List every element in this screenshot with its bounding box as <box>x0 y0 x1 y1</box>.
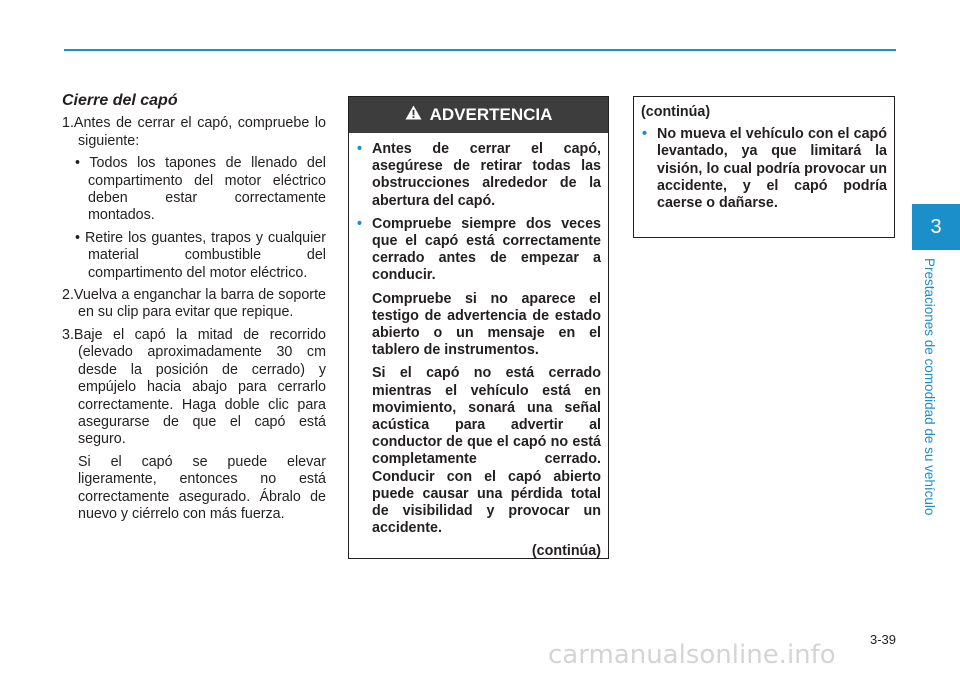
step-3: 3.Baje el capó la mitad de recorrido (elevado aproximadamente 30 cm desde la posición de cerrado) y empújelo hacia abajo para cerrarlo correctamente. Haga doble clic para asegurarse de que el capó está seguro. <box>62 326 326 448</box>
warning-paragraph: Si el capó no está cerrado mientras el vehículo está en movimiento, sonará una señal acústica para advertir al conductor de que el capó no está completamente cerrado. Conducir con el capó abierto puede causar una pérdida total de visibilidad y provocar un accidente. <box>372 365 601 537</box>
bullet-icon: • <box>357 141 363 157</box>
bullet-icon: • <box>357 215 363 232</box>
continuation-item <box>641 126 887 212</box>
chapter-tab: 3 <box>912 204 960 250</box>
step-3-continuation: Si el capó se puede elevar ligeramente, entonces no está correctamente asegurado. Ábralo de nuevo y ciérrelo con más fuerza. <box>78 453 326 522</box>
warning-body <box>349 133 608 561</box>
continuation-item-text: No mueva el vehículo con el capó levantado, ya que limitará la visión, lo cual podría provocar un accidente, y el capó podría caerse o dañarse. <box>657 126 887 212</box>
step-1-bullet: • Retire los guantes, trapos y cualquier material combustible del compartimento del motor eléctrico. <box>75 229 326 281</box>
warning-paragraph: Compruebe si no aparece el testigo de advertencia de estado abierto o un mensaje en el tablero de instrumentos. <box>372 290 601 359</box>
warning-item <box>356 141 601 210</box>
bullet-icon: • <box>642 126 648 143</box>
warning-title: ADVERTENCIA <box>429 105 553 124</box>
warning-item-text: Compruebe siempre dos veces que el capó está correctamente cerrado antes de empezar a conducir. <box>372 215 601 284</box>
warning-item <box>356 216 601 285</box>
warning-box <box>348 96 609 559</box>
continuation-label: (continúa) <box>641 104 711 120</box>
warning-triangle-icon <box>405 105 422 125</box>
warning-item-text: Antes de cerrar el capó, asegúrese de retirar todas las obstrucciones alrededor de la abertura del capó. <box>372 141 601 209</box>
header-rule <box>64 49 896 51</box>
continuation-box <box>633 96 895 238</box>
warning-continued: (continúa) <box>531 543 601 560</box>
section-title: Cierre del capó <box>62 92 178 109</box>
left-column <box>62 92 326 528</box>
warning-header <box>349 97 608 133</box>
step-1: 1.Antes de cerrar el capó, compruebe lo siguiente: <box>62 115 326 149</box>
step-1-bullet: • Todos los tapones de llenado del compartimento del motor eléctrico deben estar correctamente montados. <box>75 155 326 224</box>
watermark: carmanualsonline.info <box>548 640 836 670</box>
chapter-title-side <box>914 258 954 538</box>
page-number: 3-39 <box>869 632 896 647</box>
step-2: 2.Vuelva a enganchar la barra de soporte en su clip para evitar que repique. <box>62 287 326 321</box>
chapter-title: Prestaciones de comodidad de su vehículo <box>922 258 937 516</box>
